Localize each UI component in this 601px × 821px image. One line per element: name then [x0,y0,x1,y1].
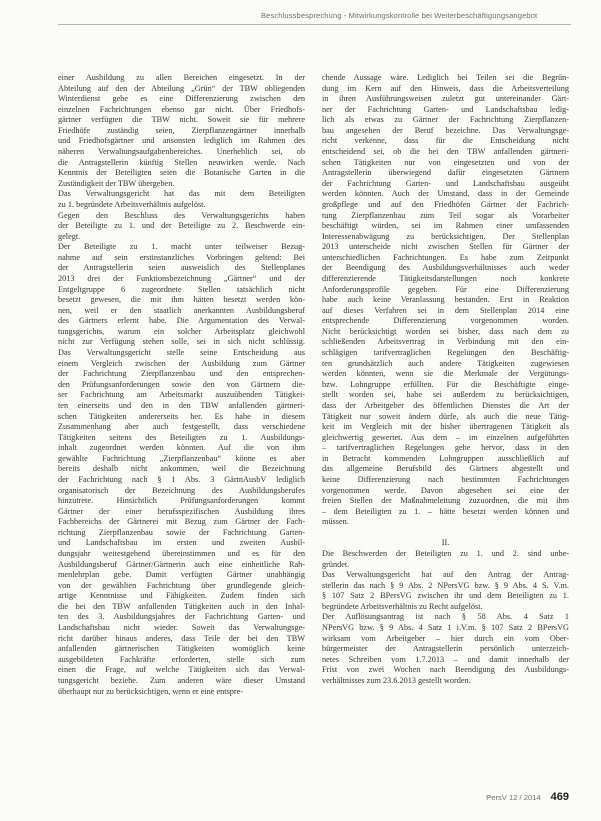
text-line: entsprechende Differenzierung vorgenommen worden. [322,316,569,326]
text-line: stellerin das nach § 9 Abs. 2 NPersVG bzw. § 9 Abs. 4 S. V.m. [322,580,569,590]
text-line: großpflege und auf den Friedhöfen Gärtner der Fachrich- [322,199,569,209]
text-line: zu 1. begründete Arbeitsverhältnis aufgelöst. [58,199,206,209]
text-line: freien Stellen der Maßnahmeleitung zuzuordnen, die mit ihm [322,496,569,506]
text-line: in Betracht kommenden Lohngruppen ausschließlich auf [322,453,569,463]
text-line: besetzt gewesen, die mit ihm hätten besetzt werden kön- [58,295,305,305]
text-line: Anforderungsprofile gegeben. Für eine Differenzierung [322,284,569,294]
text-line: Fachbereichs der Gärtnerei mit Bezug zum Gärtner der Fach- [58,517,305,527]
text-line: und Friedhofsgärtner und ansonsten lediglich im Rahmen des [58,136,305,146]
text-line: Ausbildungsberuf Gärtner/Gärtnerin auch eine einheitliche Rah- [58,559,305,569]
text-line: schen Tätigkeiten andererseits her. Es habe in diesem [58,411,305,421]
text-line: dass der Arbeitgeber des öffentlichen Dienstes die Art der [322,400,569,410]
issue-reference: PersV 12 / 2014 [486,793,541,802]
text-line: dung im Kern auf den Hinweis, dass die Arbeitsverteilung [322,83,569,93]
text-line: auf dieses Verfahren sei in dem Stellenplan 2014 eine [322,305,569,315]
text-line: tungsgerichts, warum ein solcher Arbeitsplatz gleichwohl [58,326,305,336]
text-line: ten des 3. Ausbildungsjahres der Fachrichtung Garten- und [58,612,305,622]
text-line: – tarifvertraglichen Regelungen gehe hervor, dass in den [322,443,569,453]
text-line: von der gewählten Fachrichtung über grundlegende gleich- [58,580,305,590]
text-line: einem Vergleich zwischen der Ausbildung zum Gärtner [58,358,305,368]
running-header: Beschlussbesprechung - Mitwirkungskontrolle bei Weiterbeschäftigungsangebot [261,11,538,20]
text-line: Landschaftsbau nicht wieder. Soweit das Verwaltungsge- [58,623,305,633]
text-line: II. [441,538,450,548]
text-line: anfallenden gärtnerischen Tätigkeiten womöglich keine [58,644,305,654]
text-line: nicht zur Verfügung stehen solle, sei in sich nicht schlüssig. [58,337,305,347]
text-line: Entgeltgruppe 6 zugeordnete Stellen tatsächlich nicht [58,284,305,294]
text-line: Gärtner der einer berufsspezifischen Ausbildung ihres [58,506,305,516]
text-line: schlägigen tarifvertraglichen Regelungen den Beschäftig- [322,348,569,358]
text-line: bürgermeister der Antragstellerin persönlich unterzeich- [322,644,569,654]
text-line: richtung Zierpflanzenbau sowie der Fachrichtung Garten- [58,527,305,537]
text-line: schen Tätigkeiten nur von eingesetzten und von der [322,157,569,167]
text-line: richt verkenne, dass für die Entscheidung nicht [322,136,569,146]
text-line: Gegen den Beschluss des Verwaltungsgerichts haben [58,210,305,220]
text-line: Das Verwaltungsgericht hat auf den Antrag der Antrag- [322,570,569,580]
text-line: schließenden Arbeitsvertrag in Verbindung mit den ein- [322,337,569,347]
text-line: Zuständigkeit der TBW übergeben. [58,178,175,188]
text-line: artige Kenntnisse und Fähigkeiten. Zudem finden sich [58,591,305,601]
left-column [58,73,305,773]
text-line: einzelnen Fachrichtungen ebenso gar nicht. Über Friedhofs- [58,104,305,114]
text-line: 2013 drei der Funktionsbezeichnung „Gärtner“ und der [58,273,305,283]
text-line [322,528,569,539]
text-line: netes Schreiben vom 1.7.2013 – und damit innerhalb der [322,654,569,664]
right-column [322,73,569,773]
text-line: der Fachrichtung Garten- und Landschaftsbau ausgeübt [322,178,569,188]
text-line: der Fachrichtung nach § 1 Abs. 3 GärtnAusbV lediglich [58,474,305,484]
text-line: unterschiedlichen Fachrichtungen. Es habe zum Zeitpunkt [322,252,569,262]
text-line: werden könnten. Auch der Umstand, dass in der Gemeinde [322,189,569,199]
text-line: ten einerseits und den in den TBW anfallenden gärtneri- [58,400,305,410]
text-line: Der Auflösungsantrag ist nach § 58 Abs. 4 Satz 1 [322,612,569,622]
text-line: begründete Arbeitsverhältnis zu Recht aufgelöst. [322,601,483,611]
text-line: – dem Beteiligten zu 1. – hätte besetzt werden können und [322,506,569,516]
text-line: ser Fachrichtung am Arbeitsmarkt auszuübenden Tätigkei- [58,390,305,400]
text-line: näheren Verwaltungsaufgabenbereiches. Unerheblich sei, ob [58,147,305,157]
text-line: ner der Fachrichtung Garten- und Landschaftsbau ledig- [322,104,569,114]
two-column-body [58,73,570,773]
text-line: stellt worden sei, habe sei außerdem zu berücksichtigen, [322,390,569,400]
text-line: 2013 unterscheide nicht zwischen Stellen für Gärtner der [322,242,569,252]
text-line: richt darüber hinaus anderes, dass Teile der bei den TBW [58,633,305,643]
text-line: Das Verwaltungsgericht hat das mit dem Beteiligten [58,189,305,199]
text-line: des Gärtners erlernt habe. Die Argumentation des Verwal- [58,316,305,326]
text-line: gelegt. [58,231,81,241]
text-line: gründet. [322,559,350,569]
text-line: nahme auf sein erstinstanzliches Vorbringen geltend: Bei [58,252,305,262]
text-line: Tätigkeiten seitens des Beteiligten zu 1. Ausbildungs- [58,432,305,442]
page-number: 469 [550,791,569,803]
text-line: habe auch keine Veranlassung bestanden. Erst in Reaktion [322,295,569,305]
text-line: Interessenabwägung zu berücksichtigen. Der Stellenplan [322,231,569,241]
text-line: die bei den TBW anfallenden Tätigkeiten auch in den Inhal- [58,601,305,611]
text-line: das allgemeine Berufsbild des Gärtners abgestellt und [322,464,569,474]
text-line: keit im Vergleich mit der bisher übertragenen Tätigkeit als [322,422,569,432]
text-line: tungsgericht beziehe. Zum anderen wäre dieser Umstand [58,675,305,685]
text-line: Das Verwaltungsgericht stelle seine Entscheidung aus [58,348,305,358]
text-line: Die Beschwerden der Beteiligten zu 1. und 2. sind unbe- [322,549,569,559]
text-line: bereits deshalb nicht ankommen, weil die Bezeichnung [58,464,305,474]
text-line: überhaupt nur zu berücksichtigen, wenn er eine entspre- [58,686,244,696]
text-line: gärtner verfügten die TBW nicht. Soweit sie für mehrere [58,115,305,125]
text-line: Der Beteiligte zu 1. macht unter teilweiser Bezug- [58,242,305,252]
text-line: wirksam vom Arbeitgeber – hier durch ein vom Ober- [322,633,569,643]
text-line: Winterdienst gebe es eine Differenzierung zwischen den [58,94,305,104]
text-line: inhalt zugeordnet werden könnten. Auf die von ihm [58,443,305,453]
text-line: keine Differenzierung nach bestimmten Fachrichtungen [322,474,569,484]
text-line: gleichwertig gewertet. Aus dem – im einzelnen aufgeführten [322,432,569,442]
text-line: Tätigkeit nur soweit ändern dürfe, als auch die neue Tätig- [322,411,569,421]
text-line: Frist von zwei Wochen nach Beendigung des Ausbildungs- [322,665,569,675]
text-line: bau angesehen der Beruf bezeichne. Das Verwaltungsge- [322,125,569,135]
header-rule [58,24,571,25]
text-line: organisatorisch der Bezeichnung des Ausbildungsberufes [58,485,305,495]
text-line: lich als etwas zu Gärtner der Fachrichtung Zierpflanzen- [322,115,569,125]
text-line: gewählte Fachrichtung „Zierpflanzenbau“ könne es aber [58,453,305,463]
text-line: Nicht berücksichtigt worden sei bisher, dass nach dem zu [322,326,569,336]
text-line: dungsjahr weitestgehend übereinstimmen und es für den [58,549,305,559]
text-line: werden könnten, wenn sie die Merkmale der Vergütungs- [322,369,569,379]
text-line: vorgenommen werde. Davon abgesehen sei eine der [322,485,569,495]
text-line: müssen. [322,517,349,527]
text-line: chende Aussage wäre. Lediglich bei Teilen sei die Begrün- [322,73,569,82]
text-line: tung Zierpflanzenbau zum Teil sogar als Vorarbeiter [322,210,569,220]
text-line: Abteilung auf den der Abteilung „Grün“ der TBW obliegenden [58,83,305,93]
page-footer [486,791,569,803]
text-line: einen die Frage, auf welche Tätigkeiten sich das Verwal- [58,665,305,675]
text-line: Kenntnis der Beteiligten seien die Botanische Garten in die [58,168,305,178]
text-line: differenzierende Tätigkeitsdarstellungen noch konkrete [322,273,569,283]
text-line: bzw. Lohngruppe erfüllten. Für die Beschäftigte einge- [322,379,569,389]
text-line: und Landschaftsbau im ersten und zweiten Ausbil- [58,538,305,548]
text-line: menlehrplan gebe. Damit verfügten Gärtner unabhängig [58,570,305,580]
text-line: NPersVG bzw. § 9 Abs. 4 Satz 1 i.V.m. § 107 Satz 2 BPersVG [322,623,569,633]
text-line: Friedhöfe zuständig seien, Zierpflanzengärtner innerhalb [58,125,305,135]
text-line: der Fachrichtung Zierpflanzenbau und den entsprechen- [58,369,305,379]
text-line: verhältnisses zum 23.6.2013 gestellt worden. [322,675,471,685]
text-line: der Antragstellerin seien ausweislich des Stellenplanes [58,263,305,273]
text-line: entscheidend sei, ob die bei den TBW anfallenden gärtneri- [322,147,569,157]
text-line: der Beendigung des Ausbildungsverhältnisses auch weder [322,263,569,273]
text-line: den Prüfungsanforderungen sowie den von Gärtnern die- [58,379,305,389]
text-line: einer Ausbildung zu allen Bereichen eingesetzt. In der [58,73,305,82]
text-line: nen, weil er den staatlich anerkannten Ausbildungsberuf [58,305,305,315]
text-line: der Beteiligte zu 1. und der Beteiligte zu 2. Beschwerde ein- [58,221,305,231]
text-line: in ihren Ausführungsweisen zuletzt gut untereinander Gärt- [322,94,569,104]
text-line: beschäftigt würden, sei im Rahmen einer umfassenden [322,221,569,231]
text-line: § 107 Satz 2 BPersVG zwischen ihr und dem Beteiligten zu 1. [322,591,569,601]
text-line: hinzutrete. Hinsichtlich Prüfungsanforderungen kommt [58,496,305,506]
text-line: die Antragstellerin künftig Stellen neuwirken werde. Nach [58,157,305,167]
text-line: Zusammenhang aber auch festgestellt, dass verschiedene [58,422,305,432]
text-line: ausgebildeten Fachkräfte erforderten, stelle sich zum [58,654,305,664]
text-line: ten grundsätzlich auch andere Tätigkeiten zugewiesen [322,358,569,368]
text-line: Antragstellerin überwiegend dafür eingesetzten Gärtnern [322,168,569,178]
